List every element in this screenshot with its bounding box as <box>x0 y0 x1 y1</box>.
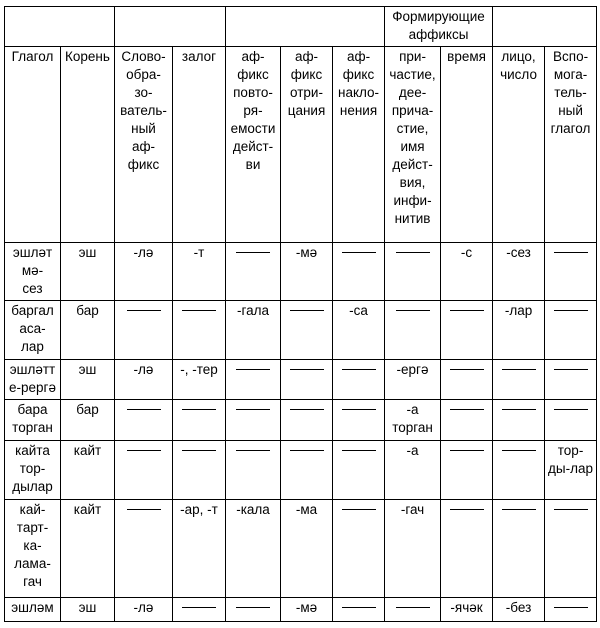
empty-dash-cell <box>226 359 281 400</box>
dash-mark <box>342 369 376 370</box>
root-cell: кайт <box>61 499 115 597</box>
dash-mark <box>342 450 376 451</box>
verb-cell: эшләм <box>5 597 61 621</box>
root-cell: эш <box>61 359 115 400</box>
affix-cell: -лар <box>493 300 545 359</box>
affix-cell: тор- ды-лар <box>545 441 597 500</box>
empty-dash-cell <box>441 359 493 400</box>
empty-dash-cell <box>493 441 545 500</box>
dash-mark <box>396 607 430 608</box>
table-row <box>5 499 597 597</box>
dash-mark <box>396 310 430 311</box>
dash-mark <box>342 607 376 608</box>
empty-dash-cell <box>441 499 493 597</box>
empty-dash-cell <box>226 597 281 621</box>
table-row <box>5 441 597 500</box>
empty-dash-cell <box>545 359 597 400</box>
dash-mark <box>342 509 376 510</box>
affix-cell: -а торган <box>385 400 441 441</box>
empty-dash-cell <box>385 597 441 621</box>
table-row <box>5 597 597 621</box>
affix-cell: -сез <box>493 242 545 300</box>
column-header: аф- фикс отри- цания <box>281 46 333 242</box>
root-cell: бар <box>61 400 115 441</box>
table-row <box>5 300 597 359</box>
verb-cell: кайта тор- дылар <box>5 441 61 500</box>
dash-mark <box>236 450 270 451</box>
dash-mark <box>554 607 588 608</box>
column-header: при- частие, дее- прича- стие, имя дейст- вия, инфи- нитив <box>385 46 441 242</box>
column-header-row <box>5 46 597 242</box>
empty-dash-cell <box>545 597 597 621</box>
dash-mark <box>290 450 324 451</box>
affix-cell: -ар, -т <box>173 499 226 597</box>
dash-mark <box>450 409 484 410</box>
dash-mark <box>127 310 161 311</box>
verb-cell: кай- тарт- ка- лама- гач <box>5 499 61 597</box>
dash-mark <box>554 509 588 510</box>
verb-cell: эшләт мә- сез <box>5 242 61 300</box>
empty-dash-cell <box>281 441 333 500</box>
table-row <box>5 400 597 441</box>
dash-mark <box>182 450 216 451</box>
dash-mark <box>127 409 161 410</box>
root-cell: эш <box>61 242 115 300</box>
empty-header-cell <box>226 7 385 47</box>
dash-mark <box>127 450 161 451</box>
affix-cell: -лә <box>115 242 173 300</box>
empty-dash-cell <box>333 359 385 400</box>
empty-dash-cell <box>173 300 226 359</box>
empty-dash-cell <box>441 441 493 500</box>
affix-cell: -, -тер <box>173 359 226 400</box>
affix-cell: -с <box>441 242 493 300</box>
affix-cell: -са <box>333 300 385 359</box>
dash-mark <box>127 509 161 510</box>
empty-dash-cell <box>545 499 597 597</box>
dash-mark <box>502 409 536 410</box>
affix-cell: -ячәк <box>441 597 493 621</box>
verb-cell: эшләтт е-рергә <box>5 359 61 400</box>
verb-cell: бара торган <box>5 400 61 441</box>
empty-header-cell <box>5 7 115 47</box>
dash-mark <box>290 409 324 410</box>
empty-dash-cell <box>173 441 226 500</box>
dash-mark <box>554 310 588 311</box>
empty-dash-cell <box>333 242 385 300</box>
verb-affix-table <box>4 6 597 622</box>
affix-cell: -лә <box>115 359 173 400</box>
column-header: аф- фикс повто- ря- емости дейст- ви <box>226 46 281 242</box>
empty-dash-cell <box>545 300 597 359</box>
empty-header-cell <box>493 7 597 47</box>
dash-mark <box>236 369 270 370</box>
empty-dash-cell <box>115 300 173 359</box>
empty-dash-cell <box>333 499 385 597</box>
dash-mark <box>502 509 536 510</box>
column-header: время <box>441 46 493 242</box>
affix-table-page <box>4 6 594 622</box>
root-cell: бар <box>61 300 115 359</box>
dash-mark <box>502 450 536 451</box>
empty-dash-cell <box>226 441 281 500</box>
dash-mark <box>236 252 270 253</box>
dash-mark <box>396 252 430 253</box>
empty-dash-cell <box>493 400 545 441</box>
dash-mark <box>554 369 588 370</box>
empty-dash-cell <box>333 597 385 621</box>
empty-dash-cell <box>281 359 333 400</box>
group-header-row <box>5 7 597 47</box>
forming-affixes-header: Формирующие аффиксы <box>385 7 493 47</box>
column-header: Глагол <box>5 46 61 242</box>
empty-dash-cell <box>173 400 226 441</box>
empty-dash-cell <box>441 400 493 441</box>
column-header: Корень <box>61 46 115 242</box>
dash-mark <box>290 310 324 311</box>
dash-mark <box>450 509 484 510</box>
root-cell: кайт <box>61 441 115 500</box>
empty-dash-cell <box>333 400 385 441</box>
affix-cell: -т <box>173 242 226 300</box>
root-cell: эш <box>61 597 115 621</box>
dash-mark <box>182 310 216 311</box>
empty-dash-cell <box>545 242 597 300</box>
affix-cell: -а <box>385 441 441 500</box>
empty-dash-cell <box>333 441 385 500</box>
dash-mark <box>450 450 484 451</box>
empty-dash-cell <box>281 300 333 359</box>
empty-dash-cell <box>281 400 333 441</box>
affix-cell: -без <box>493 597 545 621</box>
dash-mark <box>182 409 216 410</box>
dash-mark <box>182 607 216 608</box>
dash-mark <box>554 409 588 410</box>
table-row <box>5 359 597 400</box>
empty-dash-cell <box>385 242 441 300</box>
dash-mark <box>290 369 324 370</box>
affix-cell: -кала <box>226 499 281 597</box>
affix-cell: -гач <box>385 499 441 597</box>
empty-dash-cell <box>115 499 173 597</box>
empty-header-cell <box>115 7 226 47</box>
empty-dash-cell <box>441 300 493 359</box>
empty-dash-cell <box>493 359 545 400</box>
affix-cell: -мә <box>281 242 333 300</box>
affix-cell: -лә <box>115 597 173 621</box>
empty-dash-cell <box>385 300 441 359</box>
empty-dash-cell <box>173 597 226 621</box>
empty-dash-cell <box>493 499 545 597</box>
column-header: лицо, число <box>493 46 545 242</box>
affix-cell: -ма <box>281 499 333 597</box>
empty-dash-cell <box>226 242 281 300</box>
column-header: Вспо- мога- тель- ный глагол <box>545 46 597 242</box>
dash-mark <box>502 369 536 370</box>
affix-cell: -мә <box>281 597 333 621</box>
column-header: аф- фикс накло- нения <box>333 46 385 242</box>
dash-mark <box>450 369 484 370</box>
table-row <box>5 242 597 300</box>
empty-dash-cell <box>226 400 281 441</box>
verb-cell: баргал аса- лар <box>5 300 61 359</box>
dash-mark <box>236 409 270 410</box>
column-header: Слово- обра- зо- ватель- ный аф- фикс <box>115 46 173 242</box>
empty-dash-cell <box>115 400 173 441</box>
empty-dash-cell <box>115 441 173 500</box>
dash-mark <box>554 252 588 253</box>
dash-mark <box>450 310 484 311</box>
column-header: залог <box>173 46 226 242</box>
dash-mark <box>342 252 376 253</box>
affix-cell: -ергә <box>385 359 441 400</box>
dash-mark <box>236 607 270 608</box>
affix-cell: -гала <box>226 300 281 359</box>
dash-mark <box>342 409 376 410</box>
empty-dash-cell <box>545 400 597 441</box>
